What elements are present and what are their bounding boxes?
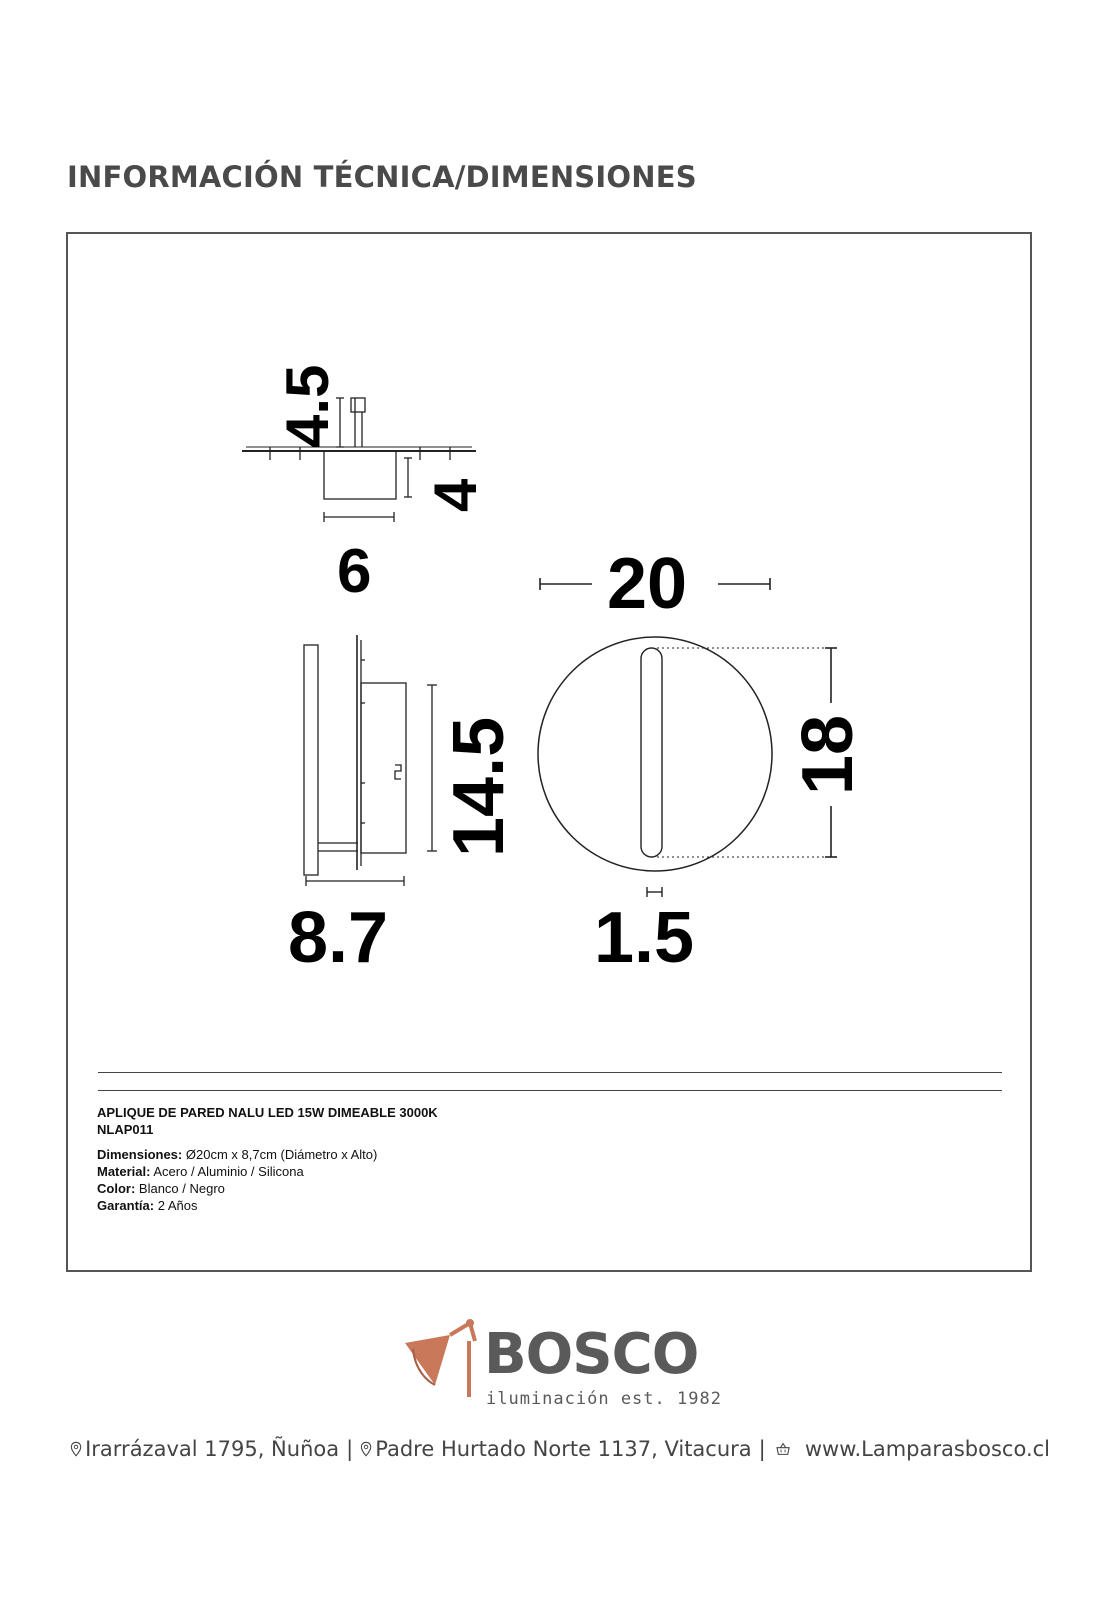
brand-name: BOSCO <box>484 1322 699 1387</box>
dim-front-led-width: 1.5 <box>594 898 695 978</box>
address-vitacura: Padre Hurtado Norte 1137, Vitacura <box>375 1437 752 1461</box>
dim-front-diameter: 20 <box>607 544 688 624</box>
spec-value: 2 Años <box>157 1198 198 1213</box>
spec-label: Garantía: <box>97 1198 155 1213</box>
spec-row <box>97 1146 438 1163</box>
product-code: NLAP011 <box>97 1122 154 1137</box>
divider-top <box>98 1072 1002 1073</box>
spec-label: Material: <box>97 1164 151 1179</box>
dim-top-height: 4.5 <box>274 364 341 448</box>
spec-value: Acero / Aluminio / Silicona <box>153 1164 304 1179</box>
spec-label: Dimensiones: <box>97 1147 183 1162</box>
product-name: APLIQUE DE PARED NALU LED 15W DIMEABLE 3000K <box>97 1105 438 1120</box>
dim-front-led-length: 18 <box>788 714 868 795</box>
separator: | <box>758 1437 766 1461</box>
separator: | <box>346 1437 354 1461</box>
page-title: INFORMACIÓN TÉCNICA/DIMENSIONES <box>67 160 697 194</box>
address-nunoa: Irarrázaval 1795, Ñuñoa <box>85 1437 340 1461</box>
dim-top-width: 6 <box>337 537 372 606</box>
spec-row <box>97 1180 438 1197</box>
spec-value: Blanco / Negro <box>138 1181 225 1196</box>
website-link[interactable]: www.Lamparasbosco.cl <box>804 1437 1050 1461</box>
spec-row <box>97 1163 438 1180</box>
spec-value: Ø20cm x 8,7cm (Diámetro x Alto) <box>185 1147 378 1162</box>
dim-top-depth: 4 <box>422 478 489 512</box>
brand-tagline: iluminación est. 1982 <box>486 1389 722 1409</box>
spec-row <box>97 1197 438 1214</box>
footer-contact <box>70 1437 1050 1461</box>
location-pin-icon <box>360 1437 372 1461</box>
divider-bottom <box>98 1090 1002 1091</box>
shopping-basket-icon <box>775 1438 791 1460</box>
dim-side-height: 14.5 <box>439 716 519 857</box>
product-specs <box>97 1104 438 1214</box>
dim-side-depth: 8.7 <box>288 898 389 978</box>
location-pin-icon <box>70 1437 82 1461</box>
side-view-drawing <box>304 635 437 886</box>
spec-label: Color: <box>97 1181 136 1196</box>
